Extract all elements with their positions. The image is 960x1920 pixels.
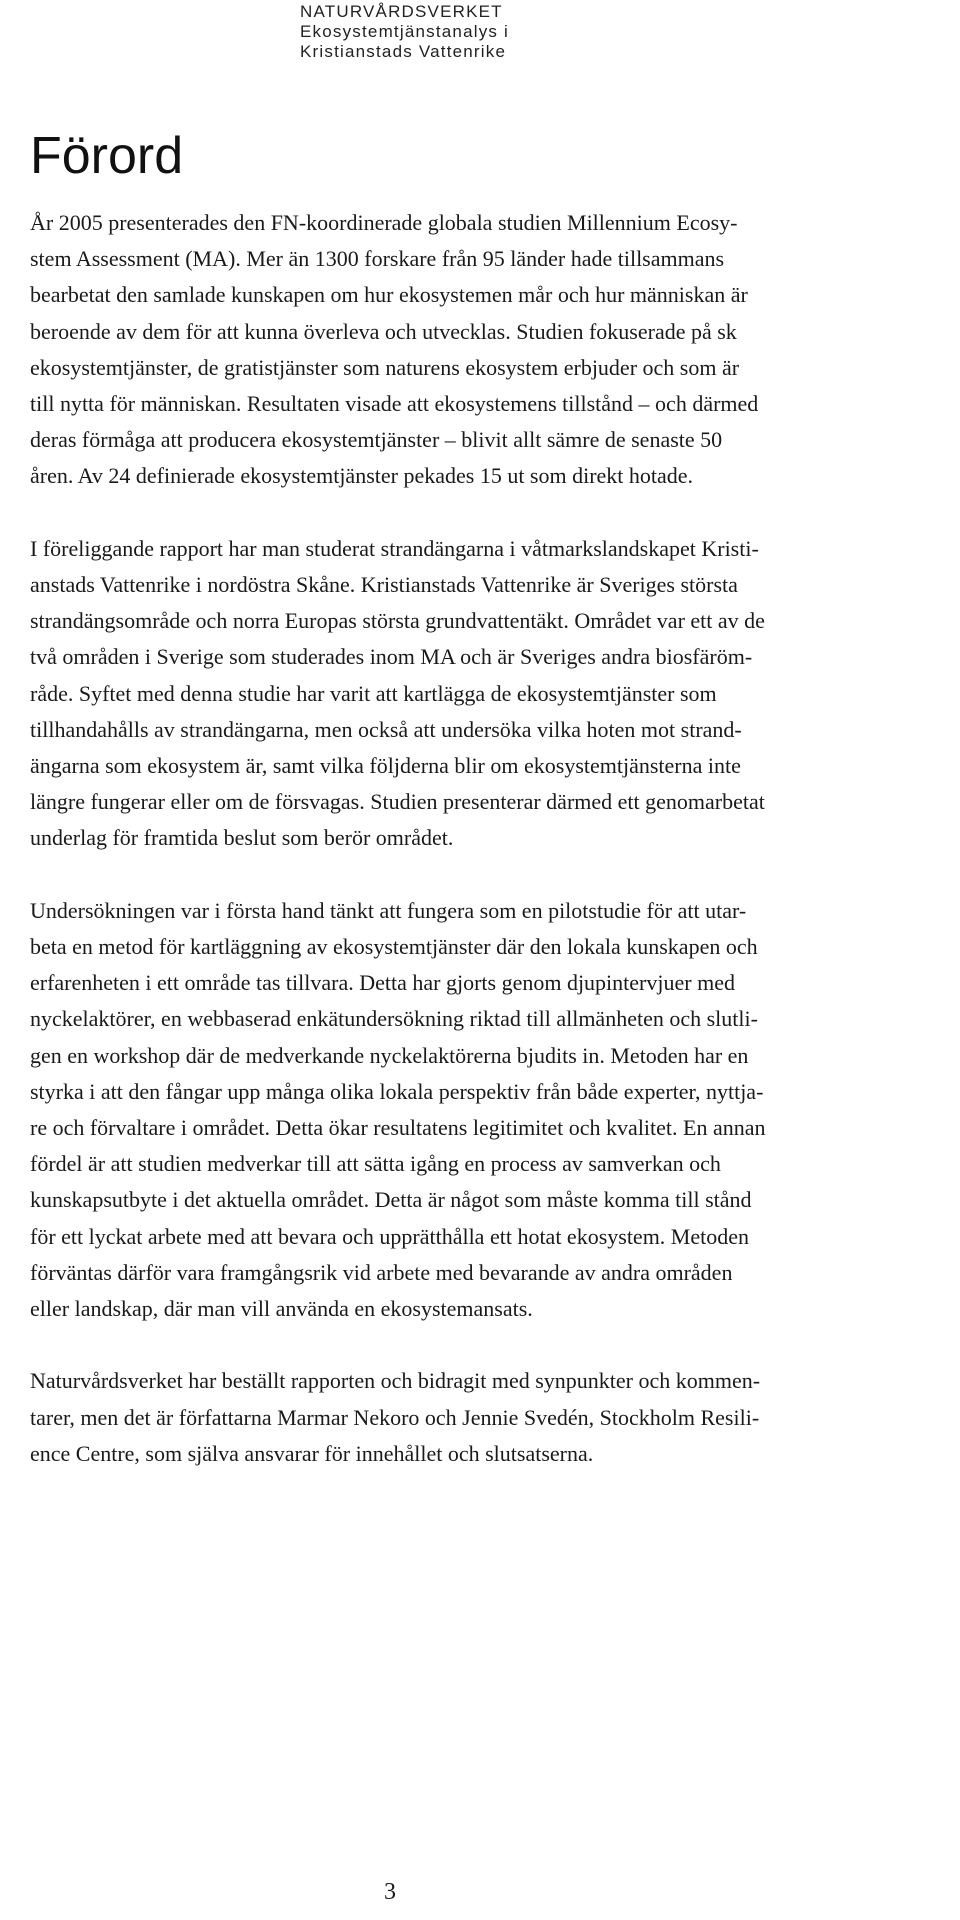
paragraph-line: längre fungerar eller om de försvagas. Studien presenterar därmed ett genomarbetat [30,789,765,815]
paragraph-line: tillhandahålls av strandängarna, men också att undersöka vilka hoten mot strand- [30,716,742,742]
paragraph-line: gen en workshop där de medverkande nyckelaktörerna bjudits in. Metoden har en [30,1042,749,1068]
paragraph-line: till nytta för människan. Resultaten visade att ekosystemens tillstånd – och därmed [30,391,759,417]
paragraph-line: nyckelaktörer, en webbaserad enkätundersökning riktad till allmänheten och slutli- [30,1006,758,1032]
paragraph-line: förväntas därför vara framgångsrik vid arbete med bevarande av andra områden [30,1259,733,1285]
paragraph-line: åren. Av 24 definierade ekosystemtjänster pekades 15 ut som direkt hotade. [30,463,694,489]
paragraph-line: stem Assessment (MA). Mer än 1300 forskare från 95 länder hade tillsammans [30,246,725,272]
paragraph [30,205,935,495]
paragraph-line: styrka i att den fångar upp många olika lokala perspektiv från både experter, nyttja- [30,1078,764,1104]
paragraph-line: erfarenheten i ett område tas tillvara. Detta har gjorts genom djupintervjuer med [30,970,735,996]
paragraph-line: re och förvaltare i området. Detta ökar resultatens legitimitet och kvalitet. En annan [30,1115,766,1141]
paragraph [30,1363,935,1472]
paragraph-line: fördel är att studien medverkar till att sätta igång en process av samverkan och [30,1151,721,1177]
paragraph-line: underlag för framtida beslut som berör området. [30,825,454,851]
paragraph-line: råde. Syftet med denna studie har varit att kartlägga de ekosystemtjänster som [30,680,717,706]
paragraph-line: beta en metod för kartläggning av ekosystemtjänster där den lokala kunskapen och [30,934,758,960]
paragraph-line: för ett lyckat arbete med att bevara och upprätthålla ett hotat ekosystem. Metoden [30,1223,750,1249]
paragraph-line: anstads Vattenrike i nordöstra Skåne. Kristianstads Vattenrike är Sveriges största [30,572,738,598]
paragraph [30,893,935,1327]
paragraph-line: deras förmåga att producera ekosystemtjänster – blivit allt sämre de senaste 50 [30,427,723,453]
paragraph-line: tarer, men det är författarna Marmar Nekoro och Jennie Svedén, Stockholm Resili- [30,1404,760,1430]
page-number: 3 [384,1879,396,1905]
foreword-body [30,205,935,1508]
paragraph-line: I föreliggande rapport har man studerat strandängarna i våtmarkslandskapet Kristi- [30,535,759,561]
page-title: Förord [30,127,184,185]
paragraph-line: strandängsområde och norra Europas största grundvattentäkt. Området var ett av de [30,608,765,634]
paragraph-line: ence Centre, som själva ansvarar för innehållet och slutsatserna. [30,1440,594,1466]
paragraph-line: ekosystemtjänster, de gratistjänster som naturens ekosystem erbjuder och som är [30,354,740,380]
paragraph-line: Undersökningen var i första hand tänkt att fungera som en pilotstudie för att utar- [30,897,747,923]
header-report-title: Ekosystemtjänstanalys i [300,22,510,41]
paragraph-line: eller landskap, där man vill använda en ekosystemansats. [30,1296,533,1322]
header-area: Kristianstads Vattenrike [300,42,507,61]
paragraph-line: bearbetat den samlade kunskapen om hur ekosystemen mår och hur människan är [30,282,748,308]
paragraph-line: ängarna som ekosystem är, samt vilka följderna blir om ekosystemtjänsterna inte [30,753,741,779]
paragraph-line: två områden i Sverige som studerades inom MA och är Sveriges andra biosfäröm- [30,644,753,670]
running-header [300,2,509,62]
paragraph-line: kunskapsutbyte i det aktuella området. Detta är något som måste komma till stånd [30,1187,752,1213]
paragraph-line: Naturvårdsverket har beställt rapporten och bidragit med synpunkter och kommen- [30,1368,761,1394]
paragraph-line: År 2005 presenterades den FN-koordinerade globala studien Millennium Ecosy- [30,210,738,235]
header-org: NATURVÅRDSVERKET [300,2,503,21]
paragraph-line: beroende av dem för att kunna överleva och utvecklas. Studien fokuserade på sk [30,318,737,344]
paragraph [30,531,935,857]
